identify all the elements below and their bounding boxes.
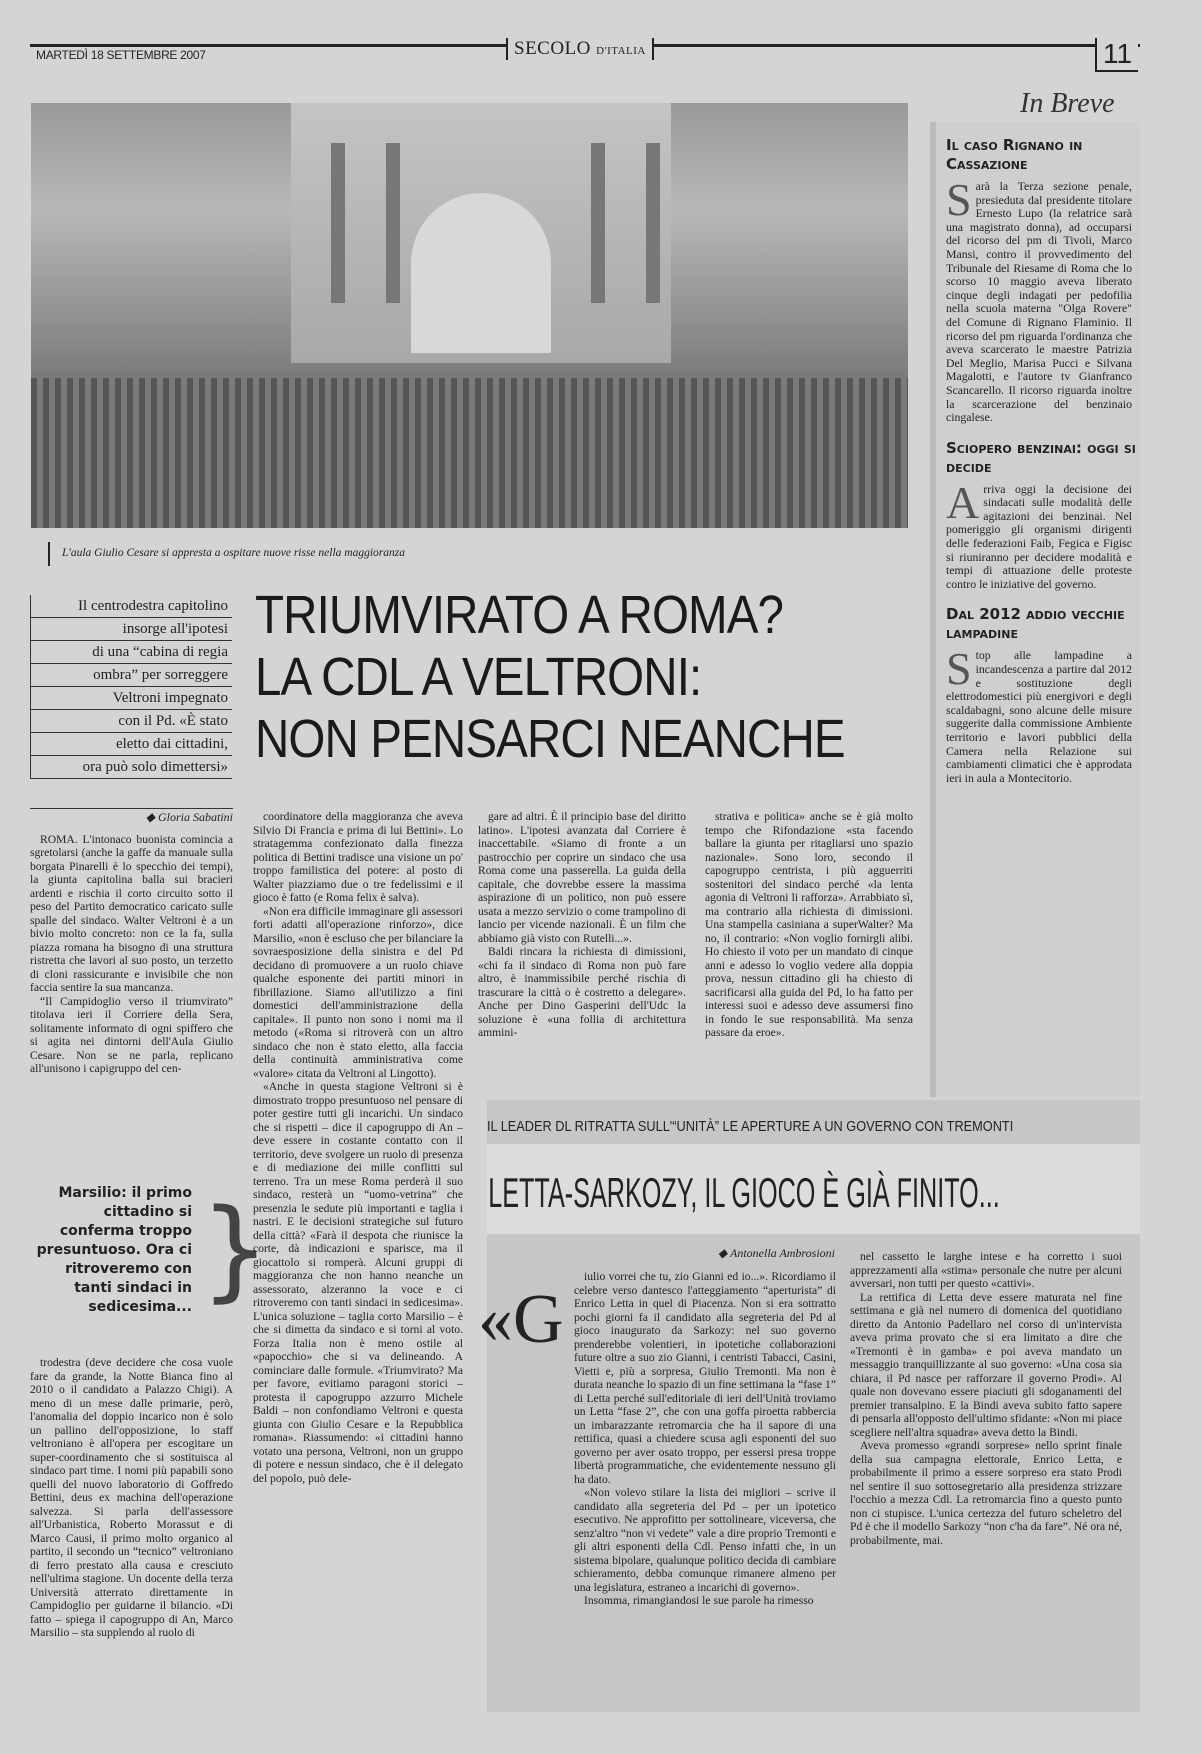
- letta-byline-wrap: [520, 1245, 835, 1267]
- issue-date: MARTEDÌ 18 SETTEMBRE 2007: [36, 48, 206, 62]
- byline: ◆ Antonella Ambrosioni: [717, 1246, 835, 1260]
- photo-aula-giulio-cesare: [31, 103, 908, 528]
- pull-quote: [30, 1184, 270, 1344]
- headline-line: TRIUMVIRATO A ROMA?: [255, 585, 784, 645]
- headline-line: LA CDL A VELTRONI:: [255, 647, 702, 707]
- deck-line: Veltroni impegnato: [30, 687, 232, 710]
- deck-line: Il centrodestra capitolino: [30, 595, 232, 618]
- deck-line: insorge all'ipotesi: [30, 618, 232, 641]
- quote-drop-cap: «G: [478, 1281, 564, 1358]
- title-main: SECOLO: [514, 38, 591, 59]
- article-column-2: [253, 810, 463, 1712]
- byline: ◆ Gloria Sabatini: [30, 808, 233, 825]
- paragraph: Baldi rincara la richiesta di dimissioni, «chi fa il sindaco di Roma non può fare altro, è inammissibile perché rischia di trascurare la città o è costretto a delegare». Anche per Dino Gasperini dell'Udc la soluzione è «una follia di architettura ammini-: [478, 945, 686, 1039]
- headline-line: NON PENSARCI NEANCHE: [255, 709, 845, 769]
- photo-caption: L'aula Giulio Cesare si appresta a ospitare nuove risse nella maggioranza: [48, 542, 405, 566]
- letta-column-1: [574, 1270, 836, 1710]
- brace-decoration: }: [200, 1185, 270, 1313]
- letta-headline: LETTA-SARKOZY, IL GIOCO È GIÀ FINITO...: [488, 1169, 1000, 1216]
- drop-cap: A: [946, 476, 980, 528]
- brief-text: rriva oggi la decisione dei sindacati sulle modalità delle agitazioni dei benzinai. Nel pomeriggio gli organismi dirigenti delle federazioni Faib, Fegica e Figisc si riuniranno per decidere modalità e tempi di attuazione delle proteste contro le iniziative del governo.: [946, 481, 1132, 591]
- brief-text: top alle lampadine a incandescenza a partire dal 2012 e sostituzione degli elettrodomestici più energivori e degli scaldabagni, sono alcune delle misure suggerite dalla commissione Ambiente territorio e lavori pubblici della Camera nella Relazione sui cambiamenti climatici che è approdata ieri in aula a Montecitorio.: [946, 648, 1132, 785]
- news-brief-sidebar: [930, 122, 1140, 1097]
- paragraph: Insomma, rimangiandosi le sue parole ha rimesso: [584, 1594, 814, 1607]
- deck-line: ombra” per sorreggere: [30, 664, 232, 687]
- paragraph: La rettifica di Letta deve essere maturata nel fine settimana e già nel numero di domenica del quotidiano diretto da Antonio Padellaro nel corso di un'intervista aveva prima provato che si era limitato a dire che «Tremonti è in gamba» e poi aveva mandato un messaggio tranquillizzante al suo governo: «Una cosa sia chiara, il Pd nasce per rafforzare il governo Prodi». Al quale non dovevano essere piaciuti gli sdoganamenti del premier transalpino. E la Bindi aveva subito fatto sapere di pensarla all'opposto dell'ultimo sfidante: «Non mi piace scegliere nell'altra squadra» aveva detto la Bindi.: [850, 1290, 1122, 1439]
- column-text: [30, 833, 233, 1076]
- paragraph: coordinatore della maggioranza che aveva Silvio Di Francia e prima di lui Bettini». Lo stratagemma confezionato dalla finezza politica di Bettini tradisce una visione un po' troppo familistica del potere: al posto di Walter piazziamo due o tre fedelissimi e il gioco è fatto (e Roma felix è salva).: [253, 810, 463, 904]
- letta-kicker: IL LEADER DL RITRATTA SULL'“UNITÀ” LE APERTURE A UN GOVERNO CON TREMONTI: [487, 1118, 1014, 1135]
- brief-title: Dal 2012 addio vecchie lampadine: [946, 605, 1125, 643]
- deck-line: di una “cabina di regia: [30, 641, 232, 664]
- title-suffix: D'ITALIA: [596, 45, 646, 57]
- drop-cap: S: [946, 643, 972, 695]
- paragraph: trodestra (deve decidere che cosa vuole fare da grande, la Notte Bianca fino al 2010 o il candidato a Palazzo Chigi). A meno di un mese dalle primarie, però, l'anomalia del doppio incarico non è solo un pallino dell'opposizione, lo staff veltroniano è all'opera per escogitare un super-coordinamento che si sostituisca al sindaco part time. I nomi più papabili sono quelli del nuovo laboratorio di Goffredo Bettini, deus ex machina dell'operazione salvezza. Si parla dell'assessore all'Urbanistica, Roberto Morassut e di Marco Causi, il primo molto organico al partito, il secondo un “tecnico” veltroniano di ferro prestato alla causa e cresciuto nell'ultima stagione. Un docente della terza Università atterrato direttamente in Campidoglio per guidarne il bilancio. «Di fatto – spiega il capogruppo di An, Marco Marsilio – sta supplendo al ruolo di: [30, 1356, 233, 1639]
- brief-title: Il caso Rignano in Cassazione: [946, 136, 1083, 173]
- paragraph: ROMA. L'intonaco buonista comincia a sgretolarsi (anche la gaffe da manuale sulla borgata Pinarelli è lo specchio dei tempi), la giunta capitolina balla sui bracieri ardenti e rischia il corto circuito sotto il peso del Partito democratico caricato sulle spalle del sindaco. Walter Veltroni è a un bivio molto concreto: non ce la fa, sulla piazza romana ha bisogno di una struttura ristretta che lavori al suo posto, un terzetto di cloni rassicurante e invisibile che non faccia sentire la sua mancanza.: [30, 832, 233, 994]
- paragraph: strativa e politica» anche se è già molto tempo che Rifondazione «sta facendo ballare la giunta per ritagliarsi uno spazio nazionale». Sono loro, secondo il capogruppo centrista, i più agguerriti sostenitori del sindaco perché «la lenta agonia di Veltroni li rafforza». Arrabbiato sì, ma contrario alla richiesta di dimissioni. Una stampella casiniana a superWalter? Ma no, il contrario: «Non voglio fornirgli alibi. Ho chiesto il voto per un mandato di cinque anni e adesso lo voglio vedere alla doppia prova, nessun cittadino gli ha chiesto di sacrificarsi alla guida del Pd, lo ha fatto per interessi suoi e adesso deve assumersi fino in fondo le sue responsabilità. Ma senza passare da eroe».: [705, 810, 913, 1039]
- deck-line: con il Pd. «È stato: [30, 710, 232, 733]
- paragraph: “Il Campidoglio verso il triumvirato” titolava ieri il Corriere della Sera, solitamente informato di ogni spiffero che si agita nei dintorni dell'Aula Giulio Cesare. Non se ne parla, replicano all'unisono i capigruppo del cen-: [30, 994, 233, 1075]
- brief-item: [936, 136, 1140, 425]
- main-headline: [255, 584, 845, 770]
- deck-line: ora può solo dimettersi»: [30, 756, 232, 779]
- article-column-1: [30, 808, 233, 1172]
- in-breve-label: In Breve: [1020, 88, 1115, 119]
- paragraph: gare ad altri. È il principio base del diritto latino». L'ipotesi avanzata dal Corriere è inaccettabile. «Siamo di fronte a un pastrocchio per coprire un sindaco che usa Roma come una passerella. La guida della capitale, che dovrebbe essere la massima aspirazione di un politico, non può essere usata a mezzo servizio o come trampolino di lancio per vicende nazionali. È un film che abbiamo già visto con Rutelli...».: [478, 810, 686, 945]
- letta-headline-strip: [487, 1144, 1140, 1234]
- paragraph: «Anche in questa stagione Veltroni si è dimostrato troppo presuntuoso nel pensare di poter gestire tutti gli incarichi. Un sindaco che si rispetti – dice il capogruppo di An – deve essere in costante contatto con il territorio, deve svolgere un ruolo di presenza e di mediazione dei mille conflitti sul terreno. Tra un mese Roma perderà il suo sindaco, resterà un “uomo-vetrina” che presenzia le sedute più importanti e taglia i nastri. E le decisioni strategiche sul futuro della città? «Farà il despota che riunisce la corte, dà indicazioni e sparisce, ma il giocattolo si romperà. Alcuni gruppi di maggioranza che non hanno neanche un assessorato, alzeranno la voce e ci ritroveremo con tanti sindaci in sedicesima». L'unica soluzione – taglia corto Marsilio – è che si dimetta da sindaco e si torni al voto. Forza Italia non è meno ostile al «papocchio» che si va delineando. A cominciare dalle formule. «Triumvirato? Ma per favore, evitiamo paragoni storici – protesta il capogruppo azzurro Michele Baldi – non confondiamo Veltroni e questa giunta con Giulio Cesare e la Repubblica romana». Riassumendo: «i cittadini hanno votato una persona, Veltroni, non un gruppo di potere e nessun sindaco, che è il delegato del popolo, può dele-: [253, 1080, 463, 1485]
- article-column-1-continued: [30, 1356, 233, 1712]
- paragraph: «Non volevo stilare la lista dei migliori – scrive il candidato alla segreteria del Pd – per un ipotetico esecutivo. Ne approfitto per sottolineare, viceversa, che senz'altro “non vi vedete” vale a dire proprio Tremonti e gli altri esponenti della Cdl. Penso infatti che, in un sistema bipolare, qualunque politico decida di cambiare schieramento, debba comunque rimanere almeno per una legislatura, estraneo a incarichi di governo».: [574, 1486, 836, 1594]
- letta-column-2: [850, 1250, 1122, 1710]
- brief-title: Sciopero benzinai: oggi si decide: [946, 438, 1136, 476]
- paragraph: iulio vorrei che tu, zio Gianni ed io...». Ricordiamo il celebre verso dantesco l'atteggiamento “aperturista” di Enrico Letta in quel di Piacenza. Non si era sottratto pochi giorni fa il candidato alla segreteria del Pd al gioco inaugurato da Sarkozy: nel suo governo prenderebbe volentieri, in ipotetiche collaborazioni future oltre a suo zio Gianni, i centristi Tabacci, Casini, Vietti e, più a sorpresa, Giulio Tremonti. Ma non è durata neanche lo spazio di un fine settimana la “fase 1” di Letta perché sull'editoriale di ieri dell'Unità troviamo un Letta “fase 2”, che con una goffa piroetta rabbercia un imbarazzante retromarcia che ha il sapore di una rettifica, quasi a chiedere scusa agli esponenti del suo governo per aver osato troppo, per essersi presa troppe libertà programmatiche, che evidentemente nessuno gli ha dato.: [574, 1270, 836, 1486]
- brief-item: [936, 439, 1140, 592]
- page-number: 11: [1095, 38, 1138, 72]
- paragraph: «Non era difficile immaginare gli assessori forti adatti all'operazione rinforzo», dice Marsilio, «non è escluso che per bilanciare la sovraesposizione della sinistra e del Pd decidano di promuovere a un ruolo chiave qualche esponente dei partiti minori in fibrillazione. Siamo all'utilizzo a fini domestici dell'amministrazione della capitale». Il punto non sono i nomi ma il metodo («Roma si ritroverà con un altro sindaco che non è stato eletto, alla faccia della continuità amministrativa come «valore» citata da Veltroni al Lingotto).: [253, 904, 463, 1080]
- deck-line: eletto dai cittadini,: [30, 733, 232, 756]
- paragraph: nel cassetto le larghe intese e ha corretto i suoi apprezzamenti alla «stima» personale che nutre per alcuni avversari, non tutti per questo «cattivi».: [850, 1250, 1122, 1290]
- article-column-4: [705, 810, 913, 1100]
- article-deck: [30, 595, 232, 779]
- drop-cap: S: [946, 174, 972, 225]
- article-column-3: [478, 810, 686, 1100]
- pull-quote-text: Marsilio: il primo cittadino si conferma troppo presuntuoso. Ora ci ritroveremo con tanti sindaci in sedicesima...: [36, 1185, 192, 1315]
- brief-text: arà la Terza sezione penale, presieduta dal presidente titolare Ernesto Lupo (la relatrice sarà una magistrato donna), ad occuparsi del ricorso del pm di Tivoli, Marco Mansi, contro il provvedimento del Tribunale del Riesame di Roma che lo scorso 10 maggio aveva liberato cinque degli indagati per pedofilia nella scuola materna "Olga Rovere" del Comune di Rignano Flaminio. Il ricorso del pm riguarda l'ordinanza che aveva scarcerato le maestre Patrizia Del Meglio, Marisa Pucci e Silvana Magalotti, e l'autore tv Gianfranco Scancarello. Il ricorso riguarda inoltre la scarcerazione del benzinaio cingalese.: [946, 179, 1132, 425]
- newspaper-title: [506, 38, 654, 60]
- paragraph: Aveva promesso «grandi sorprese» nello sprint finale della sua campagna elettorale, Enrico Letta, e probabilmente il primo a essere sorpreso era stato Prodi nel sentire il suo sottosegretario alla presidenza strizzare l'occhio a mezza Cdl. La retromarcia fino a questo punto non ci stupisce. L'unica certezza del futuro scheletro del Pd è che il modello Sarkozy “non c'ha da fare”. Né ora né, probabilmente, mai.: [850, 1439, 1122, 1547]
- brief-item: [936, 605, 1140, 785]
